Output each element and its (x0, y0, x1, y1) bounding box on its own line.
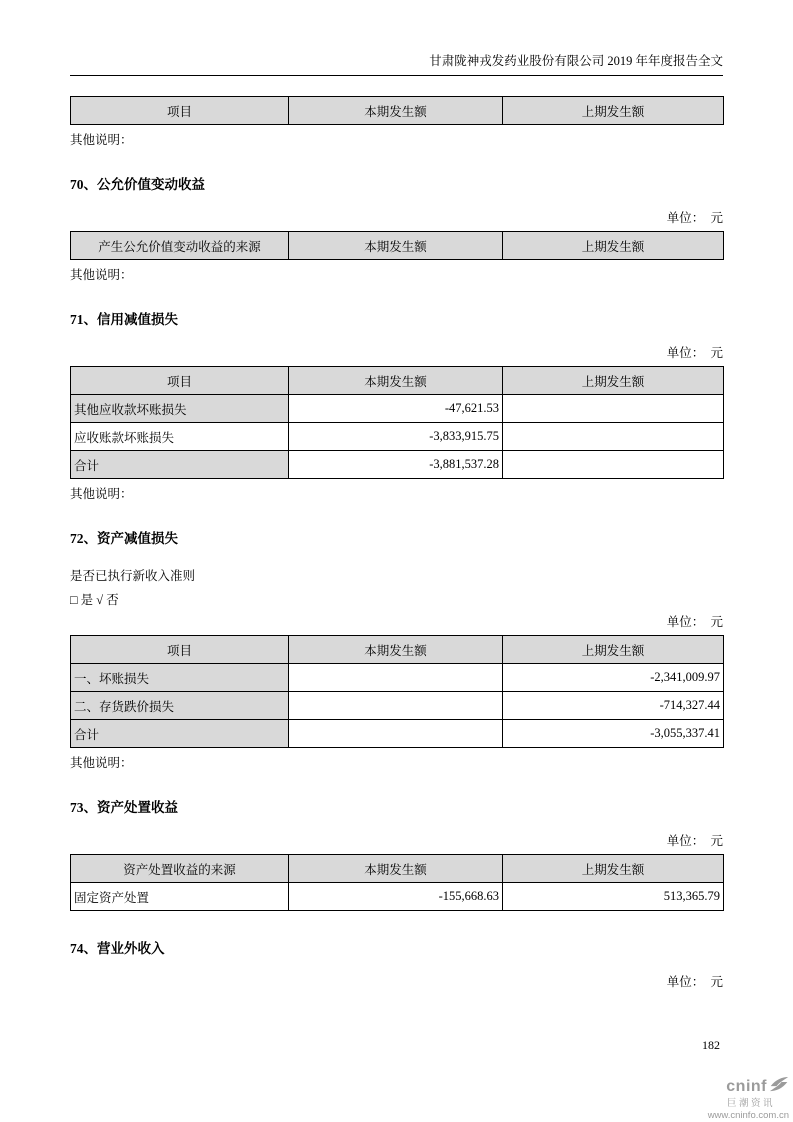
table-header-row (71, 855, 724, 883)
report-title: 甘肃陇神戎发药业股份有限公司 2019 年年度报告全文 (429, 54, 723, 68)
other-notes-label: 其他说明： (70, 487, 133, 501)
col-header-current: 本期发生额 (289, 232, 503, 260)
col-header-prior: 上期发生额 (503, 232, 724, 260)
row-current-value: -3,833,915.75 (289, 423, 503, 451)
table-row (71, 883, 724, 911)
row-item-label: 合计 (71, 720, 289, 748)
cninfo-logo-text: cninf (726, 1077, 767, 1095)
col-header-source: 资产处置收益的来源 (71, 855, 289, 883)
row-item-label: 二、存货跌价损失 (71, 692, 289, 720)
page-number: 182 (702, 1038, 720, 1052)
unit-label: 单位： 元 (666, 615, 723, 629)
col-header-current: 本期发生额 (289, 367, 503, 395)
col-header-item: 项目 (71, 636, 289, 664)
row-prior-value: -2,341,009.97 (503, 664, 724, 692)
table-credit-impairment (70, 366, 724, 479)
new-revenue-standard-question: 是否已执行新收入准则 (70, 569, 196, 583)
row-current-value (289, 692, 503, 720)
row-current-value (289, 664, 503, 692)
row-item-label: 其他应收款坏账损失 (71, 395, 289, 423)
row-current-value: -3,881,537.28 (289, 451, 503, 479)
section-71-title: 71、信用减值损失 (70, 312, 178, 327)
row-item-label: 应收账款坏账损失 (71, 423, 289, 451)
table-header-row (71, 636, 724, 664)
col-header-item: 项目 (71, 97, 289, 125)
col-header-prior: 上期发生额 (503, 367, 724, 395)
unit-label: 单位： 元 (666, 975, 723, 989)
row-prior-value (503, 451, 724, 479)
cninfo-swirl-icon (769, 1076, 789, 1097)
row-prior-value: -3,055,337.41 (503, 720, 724, 748)
unit-label: 单位： 元 (666, 346, 723, 360)
col-header-current: 本期发生额 (289, 855, 503, 883)
table-row (71, 692, 724, 720)
unit-label: 单位： 元 (666, 211, 723, 225)
cninfo-logo-chinese: 巨潮资讯 (726, 1098, 775, 1109)
table-row (71, 423, 724, 451)
section-73-title: 73、资产处置收益 (70, 800, 178, 815)
unit-label: 单位： 元 (666, 834, 723, 848)
cninfo-logo-url: www.cninfo.com.cn (707, 1109, 789, 1121)
row-current-value: -155,668.63 (289, 883, 503, 911)
col-header-item: 项目 (71, 367, 289, 395)
col-header-prior: 上期发生额 (503, 97, 724, 125)
col-header-source: 产生公允价值变动收益的来源 (71, 232, 289, 260)
row-item-label: 一、坏账损失 (71, 664, 289, 692)
table-header-row (71, 367, 724, 395)
row-item-label: 固定资产处置 (71, 883, 289, 911)
row-prior-value (503, 395, 724, 423)
section-74-title: 74、营业外收入 (70, 941, 165, 956)
table-row (71, 664, 724, 692)
row-item-label: 合计 (71, 451, 289, 479)
col-header-current: 本期发生额 (289, 97, 503, 125)
col-header-prior: 上期发生额 (503, 636, 724, 664)
col-header-prior: 上期发生额 (503, 855, 724, 883)
row-prior-value: -714,327.44 (503, 692, 724, 720)
section-72-title: 72、资产减值损失 (70, 531, 178, 546)
col-header-current: 本期发生额 (289, 636, 503, 664)
page-header (70, 0, 723, 76)
yes-no-choice: □ 是 √ 否 (70, 593, 119, 607)
other-notes-label: 其他说明： (70, 133, 133, 147)
table-header-row (71, 232, 724, 260)
table-asset-disposal (70, 854, 724, 911)
table-header-row (71, 97, 724, 125)
row-prior-value: 513,365.79 (503, 883, 724, 911)
table-row (71, 395, 724, 423)
section-70-title: 70、公允价值变动收益 (70, 177, 205, 192)
row-prior-value (503, 423, 724, 451)
table-row-total (71, 451, 724, 479)
table-row-total (71, 720, 724, 748)
cninfo-logo-row (693, 1076, 789, 1097)
table-fair-value-change (70, 231, 724, 260)
page-content (70, 96, 723, 989)
row-current-value (289, 720, 503, 748)
cninfo-logo (693, 1076, 789, 1120)
table-asset-impairment (70, 635, 724, 748)
other-notes-label: 其他说明： (70, 756, 133, 770)
table-continued (70, 96, 724, 125)
row-current-value: -47,621.53 (289, 395, 503, 423)
other-notes-label: 其他说明： (70, 268, 133, 282)
